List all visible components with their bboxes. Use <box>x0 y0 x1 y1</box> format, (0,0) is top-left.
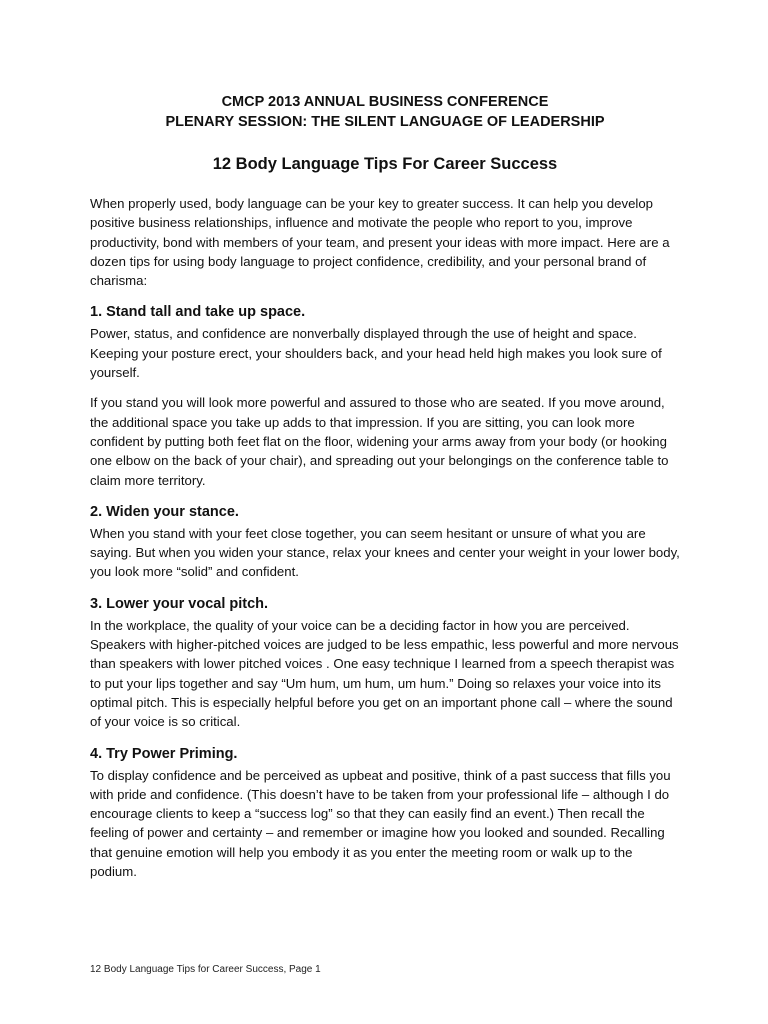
tip-heading: 4. Try Power Priming. <box>90 745 238 762</box>
tip-heading: 3. Lower your vocal pitch. <box>90 595 269 612</box>
page-footer: 12 Body Language Tips for Career Success, Page 1 <box>90 964 321 975</box>
tip-paragraph: Power, status, and confidence are nonverbally displayed through the use of height and space. Keeping your posture erect, your shoulders back, and your head held high makes you look sure of yourself. <box>90 326 662 381</box>
tip-paragraph: In the workplace, the quality of your voice can be a deciding factor in how you are perceived. Speakers with higher-pitched voices are judged to be less empathic, less powerful and more nervous than speakers with lower pitched voices . One easy technique I learned from a speech therapist was to put your lips together and say “Um hum, um hum, um hum.” Doing so relaxes your voice into its optimal pitch. This is especially helpful before you get on an important phone call – where the sound of your voice is so critical. <box>90 617 679 730</box>
tip-heading: 2. Widen your stance. <box>90 503 239 520</box>
tip-paragraph: If you stand you will look more powerful and assured to those who are seated. If you move around, the additional space you take up adds to that impression. If you are sitting, you can look more confident by putting both feet flat on the floor, widening your arms away from your body (or hooking one elbow on the back of your chair), and spreading out your belongings on the conference table to claim more territory. <box>90 395 669 488</box>
tip-section <box>90 594 680 732</box>
tip-section <box>90 302 680 489</box>
document-title: 12 Body Language Tips For Career Success <box>212 155 558 173</box>
document-page <box>90 92 680 881</box>
tip-section <box>90 744 680 882</box>
tip-paragraph: To display confidence and be perceived as upbeat and positive, think of a past success that fills you with pride and confidence. (This doesn’t have to be taken from your professional life – although I do encourage clients to keep a “success log” so that they can easily find an event.) Then recall the feeling of power and certainty – and remember or imagine how you looked and sounded. Recalling that genuine emotion will help you embody it as you enter the meeting room or walk up to the podium. <box>90 767 671 880</box>
session-name: PLENARY SESSION: THE SILENT LANGUAGE OF LEADERSHIP <box>165 114 605 130</box>
tip-paragraph: When you stand with your feet close together, you can seem hesitant or unsure of what you are saying. But when you widen your stance, relax your knees and center your weight in your lower body, you look more “solid” and confident. <box>90 525 680 580</box>
conference-header <box>90 92 680 132</box>
tip-heading: 1. Stand tall and take up space. <box>90 304 306 321</box>
intro-paragraph: When properly used, body language can be your key to greater success. It can help you develop positive business relationships, influence and motivate the people who report to you, improve productivity, bond with members of your team, and present your ideas with more impact. Here are a dozen tips for using body language to project confidence, credibility, and your personal brand of charisma: <box>90 196 670 289</box>
tip-section <box>90 502 680 582</box>
conference-name: CMCP 2013 ANNUAL BUSINESS CONFERENCE <box>221 94 549 110</box>
